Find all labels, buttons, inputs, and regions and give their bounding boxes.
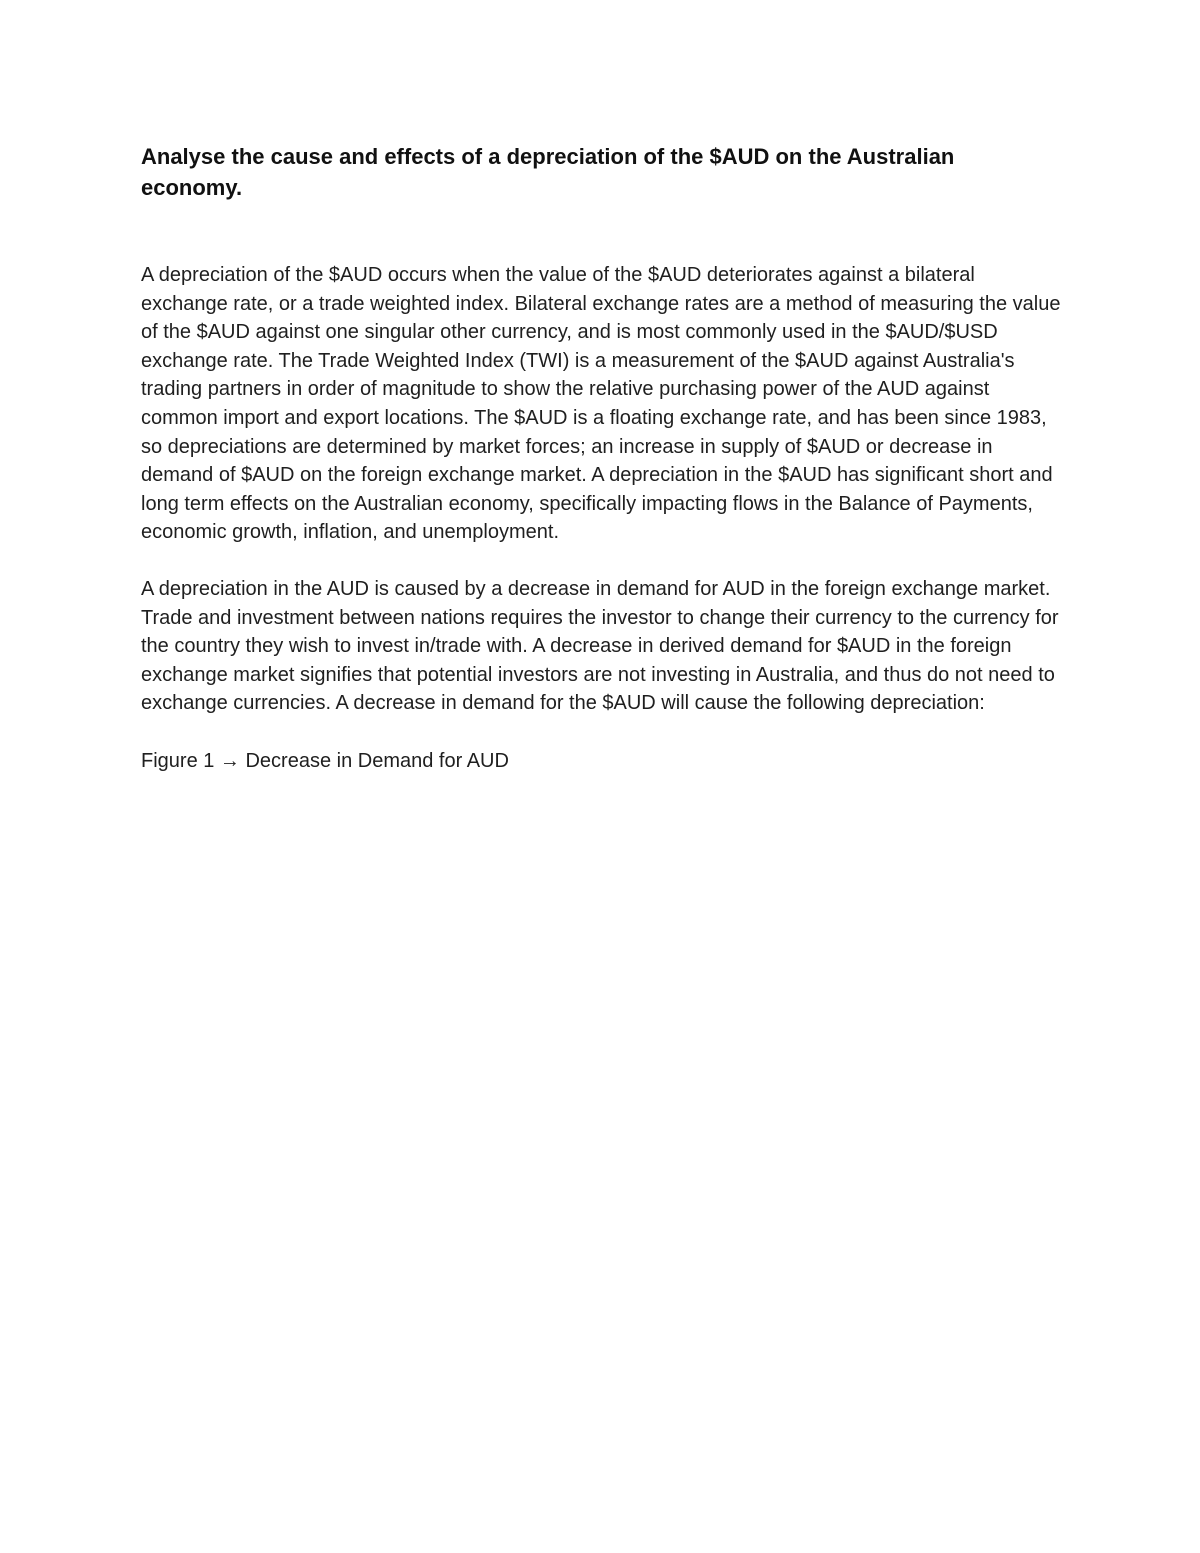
- paragraph-depreciation-definition: A depreciation of the $AUD occurs when the value of the $AUD deteriorates against a bilateral exchange rate, or a trade weighted index. Bilateral exchange rates are a method of measuring the value of the $AUD against one singular other currency, and is most commonly used in the $AUD/$USD exchange rate. The Trade Weighted Index (TWI) is a measurement of the $AUD against Australia's trading partners in order of magnitude to show the relative purchasing power of the AUD against common import and export locations. The $AUD is a floating exchange rate, and has been since 1983, so depreciations are determined by market forces; an increase in supply of $AUD or decrease in demand of $AUD on the foreign exchange market. A depreciation in the $AUD has significant short and long term effects on the Australian economy, specifically impacting flows in the Balance of Payments, economic growth, inflation, and unemployment.: [141, 264, 1061, 544]
- document-title: Analyse the cause and effects of a depreciation of the $AUD on the Australian economy.: [141, 144, 955, 200]
- figure-caption: Figure 1 → Decrease in Demand for AUD: [141, 749, 509, 772]
- document-body: [141, 141, 1061, 776]
- paragraph-depreciation-cause: A depreciation in the AUD is caused by a decrease in demand for AUD in the foreign exchange market. Trade and investment between nations requires the investor to change their currency to the currency for the country they wish to invest in/trade with. A decrease in derived demand for $AUD in the foreign exchange market signifies that potential investors are not investing in Australia, and thus do not need to exchange currencies. A decrease in demand for the $AUD will cause the following depreciation:: [141, 577, 1059, 715]
